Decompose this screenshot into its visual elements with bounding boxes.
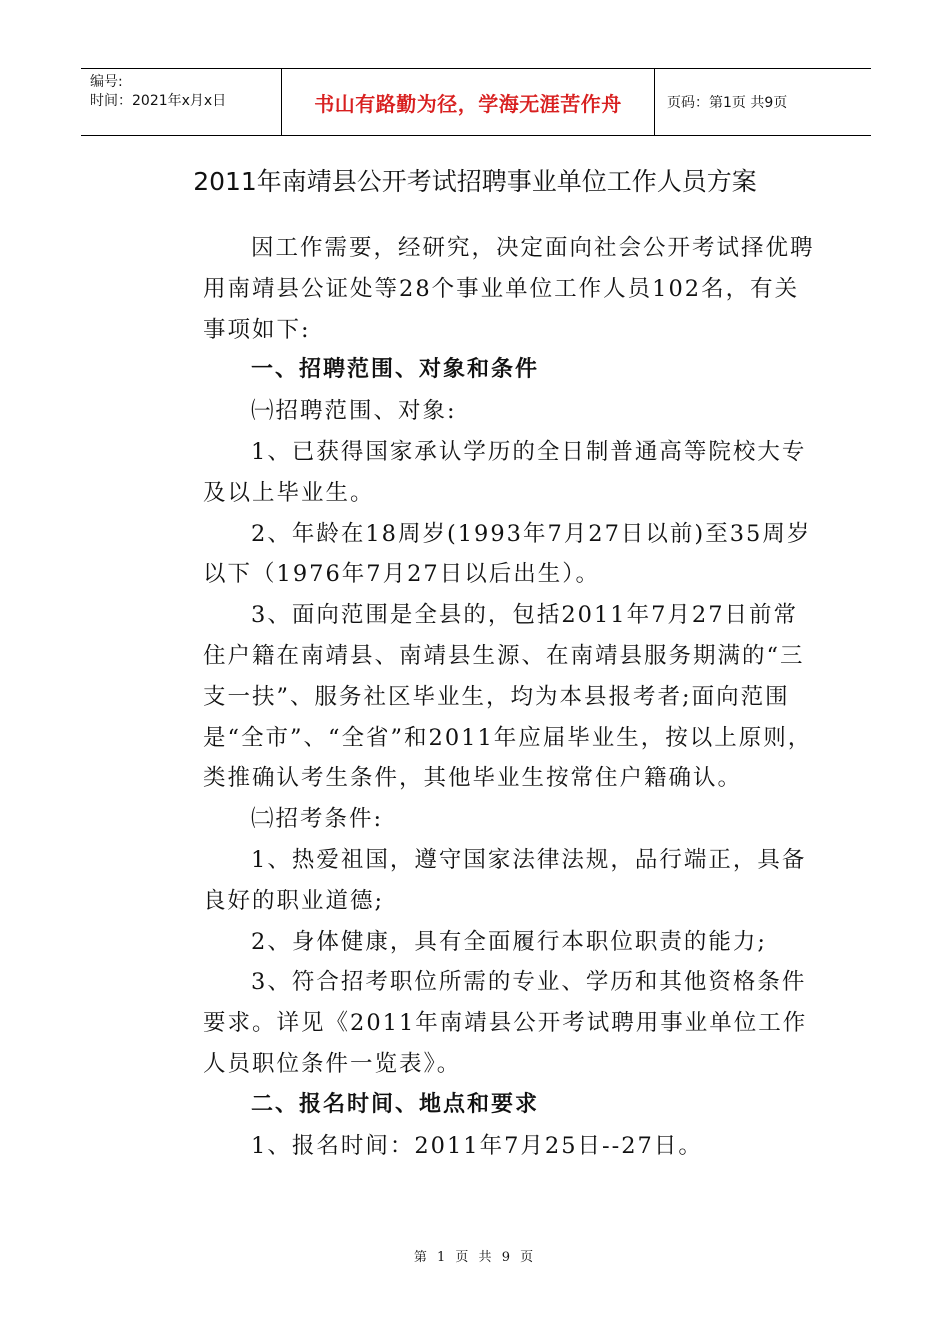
paragraph-item: 3、符合招考职位所需的专业、学历和其他资格条件要求。详见《2011年南靖县公开考试聘用事业单位工作人员职位条件一览表》。 <box>203 969 808 1077</box>
document-title: 2011年南靖县公开考试招聘事业单位工作人员方案 <box>193 167 757 196</box>
header-page-info: 页码：第1页 共9页 <box>667 95 788 111</box>
document-time-label: 时间：2021年x月x日 <box>90 93 227 109</box>
subsection-heading-scope: ㈠招聘范围、对象: <box>251 398 457 425</box>
subsection-heading-conditions: ㈡招考条件: <box>251 806 384 833</box>
header-meta-cell <box>81 69 282 135</box>
document-body <box>203 228 818 1166</box>
header-table <box>81 68 871 136</box>
paragraph-item: 1、已获得国家承认学历的全日制普通高等院校大专及以上毕业生。 <box>203 438 807 506</box>
section-heading-1: 一、招聘范围、对象和条件 <box>251 357 540 383</box>
paragraph-item: 2、身体健康，具有全面履行本职位职责的能力; <box>251 928 767 955</box>
header-motto: 书山有路勤为径，学海无涯苦作舟 <box>282 69 655 135</box>
paragraph-item: 1、报名时间：2011年7月25日--27日。 <box>251 1132 703 1159</box>
document-number-label: 编号: <box>90 74 123 90</box>
paragraph-intro: 因工作需要，经研究，决定面向社会公开考试择优聘用南靖县公证处等28个事业单位工作人员102名，有关事项如下: <box>203 235 815 343</box>
paragraph-item: 3、面向范围是全县的，包括2011年7月27日前常住户籍在南靖县、南靖县生源、在南靖县服务期满的“三支一扶”、服务社区毕业生，均为本县报考者;面向范围是“全市”、“全省”和2011年应届毕业生，按以上原则，类推确认考生条件，其他毕业生按常住户籍确认。 <box>203 602 813 792</box>
paragraph-item: 1、热爱祖国，遵守国家法律法规，品行端正，具备良好的职业道德; <box>203 846 807 914</box>
paragraph-item: 2、年龄在18周岁(1993年7月27日以前)至35周岁以下（1976年7月27日以后出生）。 <box>203 520 812 588</box>
section-heading-2: 二、报名时间、地点和要求 <box>251 1091 540 1117</box>
page-footer: 第 1 页 共 9 页 <box>413 1250 537 1265</box>
